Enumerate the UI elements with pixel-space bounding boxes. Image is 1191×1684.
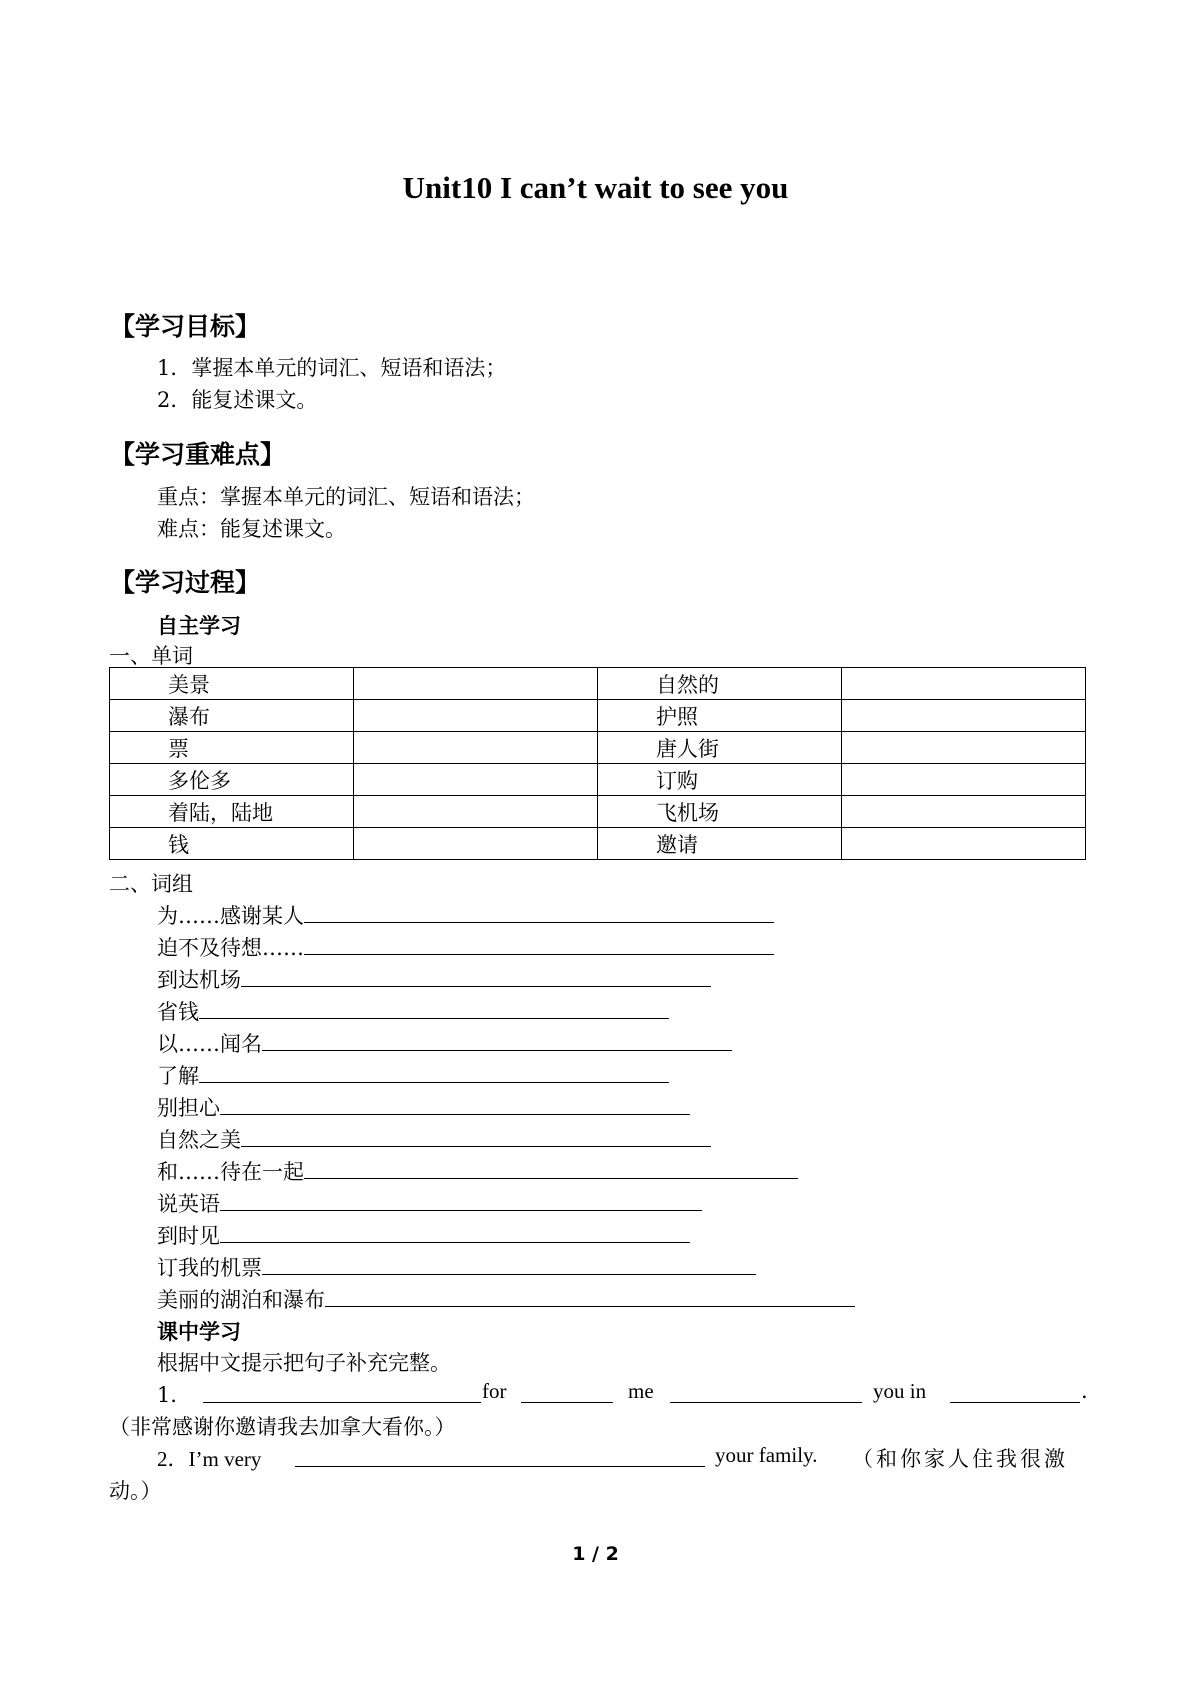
answer-cell[interactable] — [354, 700, 598, 732]
phrase-blank[interactable] — [262, 1254, 756, 1275]
sentence-hint: （非常感谢你邀请我去加拿大看你。） — [109, 1415, 456, 1439]
phrase-line — [157, 900, 774, 930]
process-heading: 【学习过程】 — [110, 568, 261, 597]
phrase-cn: 以……闻名 — [157, 1032, 262, 1056]
objective-item: 2．能复述课文。 — [157, 388, 318, 412]
phrase-cn: 到时见 — [157, 1224, 220, 1248]
word-cn: 唐人街 — [598, 732, 842, 764]
word-cn: 护照 — [598, 700, 842, 732]
word-cn: 美景 — [110, 668, 354, 700]
phrase-line — [157, 1028, 732, 1058]
word-cn: 自然的 — [598, 668, 842, 700]
answer-cell[interactable] — [842, 828, 1086, 860]
word-cn: 着陆，陆地 — [110, 796, 354, 828]
words-label: 一、单词 — [109, 644, 193, 668]
phrase-blank[interactable] — [199, 998, 669, 1019]
phrase-cn: 别担心 — [157, 1096, 220, 1120]
table-row — [110, 700, 1086, 732]
phrase-blank[interactable] — [304, 1158, 798, 1179]
sentence-word: you in — [873, 1379, 927, 1403]
objectives-heading: 【学习目标】 — [110, 312, 261, 341]
phrase-blank[interactable] — [220, 1222, 690, 1243]
phrase-line — [157, 1156, 798, 1186]
answer-cell[interactable] — [354, 732, 598, 764]
phrase-cn: 订我的机票 — [157, 1256, 262, 1280]
class-study-label: 课中学习 — [157, 1320, 241, 1344]
sentence-blank[interactable] — [521, 1382, 613, 1403]
phrase-blank[interactable] — [241, 966, 711, 987]
phrase-cn: 说英语 — [157, 1192, 220, 1216]
word-cn: 多伦多 — [110, 764, 354, 796]
sentence-blank[interactable] — [950, 1382, 1080, 1403]
phrase-blank[interactable] — [304, 934, 774, 955]
answer-cell[interactable] — [842, 796, 1086, 828]
phrase-blank[interactable] — [325, 1286, 855, 1307]
sentence-hint-cont: 动。） — [109, 1479, 162, 1503]
sentence-start: 2．I’m very — [157, 1447, 262, 1471]
phrase-blank[interactable] — [304, 902, 774, 923]
key-point-item: 难点：能复述课文。 — [157, 517, 346, 541]
phrase-cn: 了解 — [157, 1064, 199, 1088]
table-row — [110, 828, 1086, 860]
sentence-word: your family. — [715, 1443, 818, 1467]
sentence-word: for — [482, 1379, 507, 1403]
answer-cell[interactable] — [354, 796, 598, 828]
words-table — [109, 667, 1086, 860]
table-row — [110, 668, 1086, 700]
phrase-blank[interactable] — [262, 1030, 732, 1051]
phrase-line — [157, 1284, 855, 1314]
word-cn: 订购 — [598, 764, 842, 796]
word-cn: 邀请 — [598, 828, 842, 860]
phrase-line — [157, 996, 669, 1026]
phrase-line — [157, 1124, 711, 1154]
sentence-blank[interactable] — [670, 1382, 862, 1403]
phrase-blank[interactable] — [199, 1062, 669, 1083]
key-points-heading: 【学习重难点】 — [110, 440, 286, 469]
phrase-blank[interactable] — [241, 1126, 711, 1147]
phrase-line — [157, 1092, 690, 1122]
phrases-label: 二、词组 — [109, 872, 193, 896]
phrase-cn: 到达机场 — [157, 968, 241, 992]
answer-cell[interactable] — [354, 764, 598, 796]
phrase-line — [157, 1188, 702, 1218]
answer-cell[interactable] — [354, 828, 598, 860]
phrase-cn: 迫不及待想…… — [157, 936, 304, 960]
phrase-blank[interactable] — [220, 1094, 690, 1115]
phrase-line — [157, 1220, 690, 1250]
phrase-line — [157, 964, 711, 994]
instruction-text: 根据中文提示把句子补充完整。 — [157, 1351, 451, 1375]
phrase-blank[interactable] — [220, 1190, 702, 1211]
objective-item: 1．掌握本单元的词汇、短语和语法； — [157, 356, 507, 380]
table-row — [110, 796, 1086, 828]
table-row — [110, 732, 1086, 764]
phrase-cn: 美丽的湖泊和瀑布 — [157, 1288, 325, 1312]
word-cn: 票 — [110, 732, 354, 764]
sentence-word: me — [628, 1379, 654, 1403]
self-study-label: 自主学习 — [157, 614, 241, 638]
answer-cell[interactable] — [842, 732, 1086, 764]
table-row — [110, 764, 1086, 796]
answer-cell[interactable] — [842, 668, 1086, 700]
phrase-cn: 为……感谢某人 — [157, 904, 304, 928]
sentence-hint: （和你家人住我很激 — [852, 1447, 1068, 1471]
phrase-cn: 自然之美 — [157, 1128, 241, 1152]
sentence-blank[interactable] — [295, 1446, 705, 1467]
sentence-blank[interactable] — [203, 1382, 481, 1403]
page-number: 1 / 2 — [572, 1543, 619, 1565]
answer-cell[interactable] — [842, 764, 1086, 796]
sentence-end: . — [1081, 1379, 1088, 1403]
sentence-number: 1． — [157, 1383, 192, 1407]
phrase-line — [157, 1060, 669, 1090]
answer-cell[interactable] — [842, 700, 1086, 732]
phrase-line — [157, 932, 774, 962]
key-point-item: 重点：掌握本单元的词汇、短语和语法； — [157, 485, 535, 509]
word-cn: 飞机场 — [598, 796, 842, 828]
word-cn: 钱 — [110, 828, 354, 860]
page-title: Unit10 I can’t wait to see you — [402, 170, 789, 205]
answer-cell[interactable] — [354, 668, 598, 700]
phrase-line — [157, 1252, 756, 1282]
phrase-cn: 省钱 — [157, 1000, 199, 1024]
word-cn: 瀑布 — [110, 700, 354, 732]
phrase-cn: 和……待在一起 — [157, 1160, 304, 1184]
